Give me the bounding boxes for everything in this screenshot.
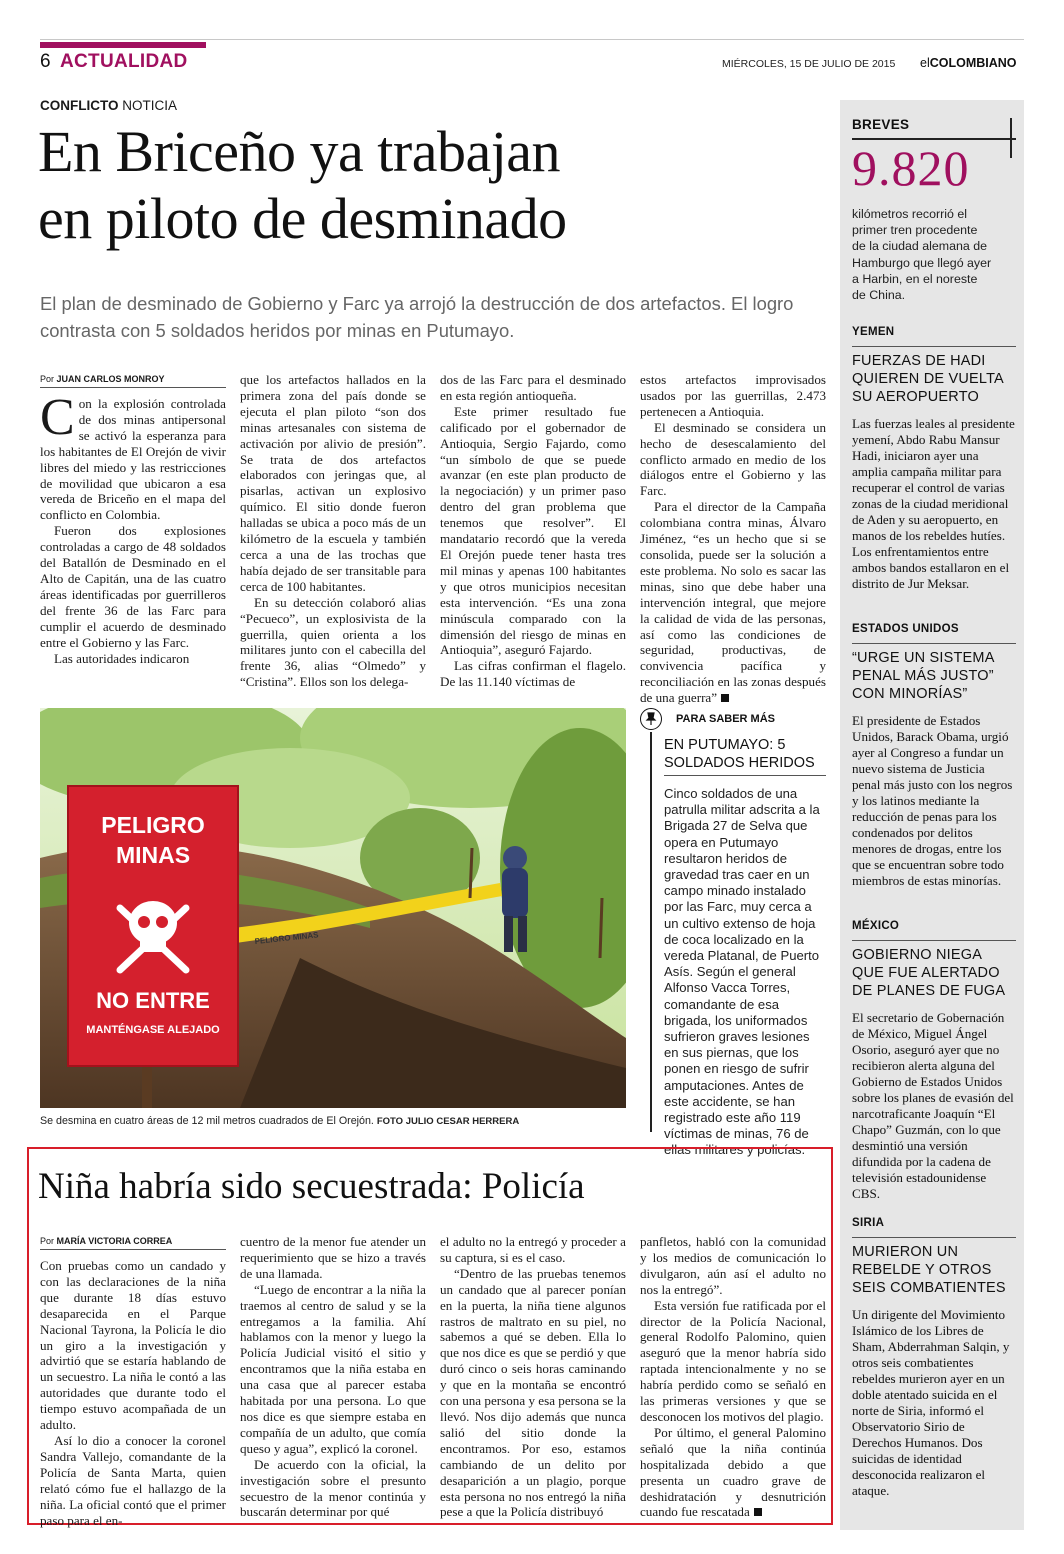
- brief-headline: “URGE UN SISTEMA PENAL MÁS JUSTO” CON MINORÍAS”: [852, 643, 1016, 703]
- paragraph: De acuerdo con la oficial, la investigación sobre el presunto secuestro de la menor continúa y buscarán determinar por qué: [240, 1456, 426, 1520]
- paragraph: Esta versión fue ratificada por el director de la Policía Nacional, general Rodolfo Palomino, quien aseguró que la menor habría sido raptada intencionalmente y no se habría perdido como se señaló en las primeras versiones y que se desconocen los motivos del plagio.: [640, 1297, 826, 1424]
- briefs-number-text: kilómetros recorrió el primer tren procedente de la ciudad alemana de Hamburgo que llegó ayer a Harbin, en el noreste de China.: [852, 207, 992, 303]
- byline-author: JUAN CARLOS MONROY: [56, 374, 165, 384]
- paragraph: Por último, el general Palomino señaló que la niña continúa hospitalizada debido a que presenta un cuadro grave de deshidratación y desnutrición cuando fue rescatada: [640, 1424, 826, 1520]
- byline-author: MARÍA VICTORIA CORREA: [56, 1236, 173, 1246]
- info-box-kicker: PARA SABER MÁS: [676, 713, 776, 725]
- info-box-rule: [650, 732, 652, 1132]
- paragraph: cuentro de la menor fue atender un requerimiento que se hizo a través de una llamada.: [240, 1234, 426, 1281]
- page-number: 6: [40, 51, 51, 72]
- brief-kicker: MÉXICO: [852, 920, 900, 932]
- article-photo: [40, 708, 626, 1108]
- section-title: ACTUALIDAD: [60, 51, 188, 72]
- byline-prefix: Por: [40, 1236, 55, 1246]
- main-column-3: [440, 372, 626, 690]
- pin-icon: [640, 708, 662, 730]
- paragraph: Las autoridades indicaron: [54, 650, 190, 666]
- sign-text-top: PELIGRO: [101, 812, 205, 838]
- secondary-headline: Niña habría sido secuestrada: Policía: [38, 1166, 585, 1207]
- paragraph: Las cifras confirman el flagelo. De las 11.140 víctimas de: [440, 658, 626, 690]
- secondary-column-2: [240, 1234, 426, 1520]
- paragraph: En su detección colaboró alias “Pecueco”, un explosivista de la guerrilla, quien orienta a los militares junto con el cabecilla del frente 36, alias “Olmedo” y “Cristina”. Ellos son los delega-: [240, 594, 426, 690]
- briefs-label: BREVES: [852, 117, 910, 132]
- kicker-type: NOTICIA: [122, 98, 178, 113]
- secondary-byline: [40, 1236, 226, 1250]
- brief-item: [852, 326, 1016, 592]
- paragraph: panfletos, habló con la comunidad y los medios de comunicación lo divulgaron, aún así el adulto no nos la entregó”.: [640, 1234, 826, 1297]
- photo-caption: [40, 1115, 630, 1127]
- paragraph: Con la explosión controlada de dos minas antipersonal se activó la esperanza para los habitantes de El Orejón de vivir libres del miedo y las restricciones de movilidad que ubicaron a esa vereda de Briceño en el mapa del conflicto en Colombia.: [40, 389, 226, 523]
- paragraph: “Dentro de las pruebas tenemos un candado que al parecer ponían en la puerta, la niña tiene algunos rastros de maltrato en su piel, no sabemos a qué se deben. Ella lo que nos dice es que se perdió y que duró cinco o seis horas caminando y que en la montaña se encontró con una persona y esa persona se la llevó. Nos dijo además que nunca salió del sitio donde la encontramos. Por eso, estamos cambiando de un delito por desaparición a un plagio, porque esta persona no nos entregó la niña pese a que la Policía distribuyó: [440, 1265, 626, 1520]
- info-box-headline: EN PUTUMAYO: 5 SOLDADOS HERIDOS: [664, 736, 826, 776]
- brand-logo: [920, 56, 1017, 70]
- brief-kicker: YEMEN: [852, 326, 895, 338]
- end-mark: [754, 1508, 762, 1516]
- paragraph: dos de las Farc para el desminado en esta región antioqueña.: [440, 372, 626, 403]
- brief-headline: FUERZAS DE HADI QUIEREN DE VUELTA SU AEROPUERTO: [852, 346, 1016, 406]
- caption-credit: FOTO JULIO CESAR HERRERA: [376, 1116, 520, 1127]
- brief-body: El secretario de Gobernación de México, Miguel Ángel Osorio, aseguró ayer que no recibieron alerta alguna del Gobierno de Estados Unidos sobre los planes de evasión del narcotraficante Joaquín “El Chapo” Guzmán, con lo que desmintió una versión difundida por la cadena de televisión estadounidense CBS.: [852, 1010, 1014, 1201]
- main-column-2: [240, 372, 426, 690]
- brief-kicker: ESTADOS UNIDOS: [852, 623, 959, 635]
- article-kicker: [40, 98, 177, 113]
- sign-text-small: MANTÉNGASE ALEJADO: [86, 1024, 220, 1036]
- main-headline: [38, 118, 567, 252]
- paragraph: El desminado se considera un hecho de desescalamiento del conflicto armado en medio de los diálogos entre el Gobierno y las Farc.: [640, 419, 826, 499]
- drop-cap: C: [40, 389, 75, 446]
- briefs-sidebar: [840, 100, 1024, 1530]
- headline-line-1: En Briceño ya trabajan: [38, 119, 561, 184]
- sign-text-bottom: NO ENTRE: [96, 988, 210, 1013]
- paragraph: estos artefactos improvisados usados por las guerrillas, 2.473 pertenecen a Antioquia.: [640, 372, 826, 419]
- byline-prefix: Por: [40, 374, 55, 384]
- secondary-column-4: [640, 1234, 826, 1520]
- info-box-body: Cinco soldados de una patrulla militar adscrita a la Brigada 27 de Selva que opera en Putumayo resultaron heridos de gravedad tras caer en un campo minado instalado por las Farc, muy cerca a un cultivo extenso de hoja de coca localizado en la vereda Platanal, de Puerto Asís. Según el general Alfonso Vacca Torres, comandante de esa brigada, los uniformados sufrieron graves lesiones en sus piernas, que los ponen en riesgo de sufrir amputaciones. Antes de este accidente, se han registrado este año 119 víctimas de minas, 76 de ellas militares y policías.: [664, 786, 820, 1158]
- byline: [40, 374, 226, 388]
- info-box: [640, 708, 826, 1158]
- photo-illustration: [40, 708, 626, 1108]
- section-accent-bar: [40, 42, 206, 48]
- brief-kicker: SIRIA: [852, 1217, 885, 1229]
- secondary-column-3: [440, 1234, 626, 1520]
- paragraph: “Luego de encontrar a la niña la traemos al centro de salud y se la entregamos a la familia. Ahí hablamos con la menor y luego la Policía Judicial visitó el sitio y encontramos que la niña estaba en una casa que al parecer estaba habitada por una persona. Lo que nos dice es que siempre estaba en compañía de un adulto, que comía queso y agua”, explicó la coronel.: [240, 1281, 426, 1456]
- main-column-1: [40, 389, 226, 666]
- paragraph: Este primer resultado fue calificado por el gobernador de Antioquia, Sergio Fajardo, como “un símbolo de que se puede avanzar (en este plan producto de la negociación) y un primer paso dentro del gran problema que tenemos que resolver”. El mandatario recordó que la vereda El Orejón puede tener hasta tres mil minas y apenas 100 habitantes y que otros municipios necesitan esta intervención. “Es una zona minúscula comparado con la dimensión del riesgo de minas en Antioquia”, aseguró Fajardo.: [440, 403, 626, 658]
- brief-body: Las fuerzas leales al presidente yemení, Abdo Rabu Mansur Hadi, iniciaron ayer una amplia campaña militar para recuperar el control de varias zonas de la ciudad meridional de Aden y su aeropuerto, en manos de los rebeldes hutíes. Los enfrentamientos entre ambos bandos estallaron en el distrito de Jur Meksar.: [852, 416, 1015, 591]
- kicker-category: CONFLICTO: [40, 98, 119, 113]
- brief-body: El presidente de Estados Unidos, Barack Obama, urgió ayer al Congreso a fundar un nuevo sistema de Justicia penal más justo con los negros y los latinos mediante la reducción de penas para los condenados por delitos menores de drogas, entre los que se encuentran sobre todo miembros de estas minorías.: [852, 713, 1013, 888]
- brand-prefix: el: [920, 56, 930, 70]
- article-lead: El plan de desminado de Gobierno y Farc ya arrojó la destrucción de dos artefactos. El logro contrasta con 5 soldados heridos por minas en Putumayo.: [40, 293, 794, 341]
- brief-headline: GOBIERNO NIEGA QUE FUE ALERTADO DE PLANES DE FUGA: [852, 940, 1016, 1000]
- paragraph: Así lo dio a conocer la coronel Sandra Vallejo, comandante de la Policía de Santa Marta, quien relató cómo fue el hallazgo de la niña. La oficial contó que el primer paso para el en-: [40, 1432, 226, 1528]
- paragraph: Con pruebas como un candado y con las declaraciones de la niña que durante 18 días estuvo desaparecida en el Parque Nacional Tayrona, la Policía le dio un giro a la investigación y advirtió que se estaría hablando de un secuestro. La niña le contó a las autoridades que durante todo el tiempo estuvo acompañada de un adulto.: [40, 1258, 226, 1433]
- warning-sign: [68, 786, 238, 1066]
- headline-line-2: en piloto de desminado: [38, 186, 567, 251]
- paragraph: Para el director de la Campaña colombiana contra minas, Álvaro Jiménez, “es un hecho que si se consolida, puede ser la solución a este problema. No solo es sacar las minas, sino que debe haber una intervención integral, que mejore la calidad de vida de las personas, así como las condiciones de seguridad, productivas, de convivencia pacífica y reconciliación en las zonas después de una guerra”: [640, 499, 826, 706]
- brief-item: [852, 1217, 1016, 1499]
- secondary-column-1: [40, 1258, 226, 1528]
- brief-body: Un dirigente del Movimiento Islámico de los Libres de Sham, Abderrahman Salqin, y otros seis combatientes rebeldes murieron ayer en un doble atentado suicida en el norte de Siria, informó el Observatorio Sirio de Derechos Humanos. Dos suicidas de identidad desconocida realizaron el ataque.: [852, 1307, 1010, 1498]
- caption-text: Se desmina en cuatro áreas de 12 mil metros cuadrados de El Orejón.: [40, 1115, 374, 1127]
- paragraph: que los artefactos hallados en la primera zona del país donde se ejecuta el plan piloto “son dos minas artesanales con sistema de activación por alivio de presión”. Se trata de dos artefactos elaborados con jeringas que, al pisarlas, activan un explosivo químico. El sitio donde fueron halladas se ubica a poco más de un kilómetro de la escuela y también cerca a una de las trochas que había dejado de ser transitable para cerca de 100 habitantes.: [240, 372, 426, 594]
- tape-text: PELIGRO MINAS: [254, 930, 319, 946]
- top-rule: [40, 39, 1024, 40]
- brief-item: [852, 920, 1016, 1202]
- briefs-side-rule: [1010, 118, 1012, 158]
- paragraph: Fueron dos explosiones controladas a cargo de 48 soldados del Batallón de Desminado en el Alto de Capitán, una de las cuatro áreas identificadas por guerrilleros del frente 36 de las Farc para cumplir el acuerdo de desminado entre el Gobierno y las Farc.: [40, 523, 226, 650]
- main-column-4: [640, 372, 826, 706]
- briefs-big-number: 9.820: [852, 140, 970, 196]
- issue-date: MIÉRCOLES, 15 DE JULIO DE 2015: [722, 58, 896, 70]
- end-mark: [721, 694, 729, 702]
- brief-headline: MURIERON UN REBELDE Y OTROS SEIS COMBATIENTES: [852, 1237, 1016, 1297]
- brand-name: COLOMBIANO: [929, 56, 1017, 70]
- sign-text-mid: MINAS: [115, 842, 191, 868]
- paragraph: el adulto no la entregó y proceder a su captura, si es el caso.: [440, 1234, 626, 1265]
- brief-item: [852, 623, 1016, 889]
